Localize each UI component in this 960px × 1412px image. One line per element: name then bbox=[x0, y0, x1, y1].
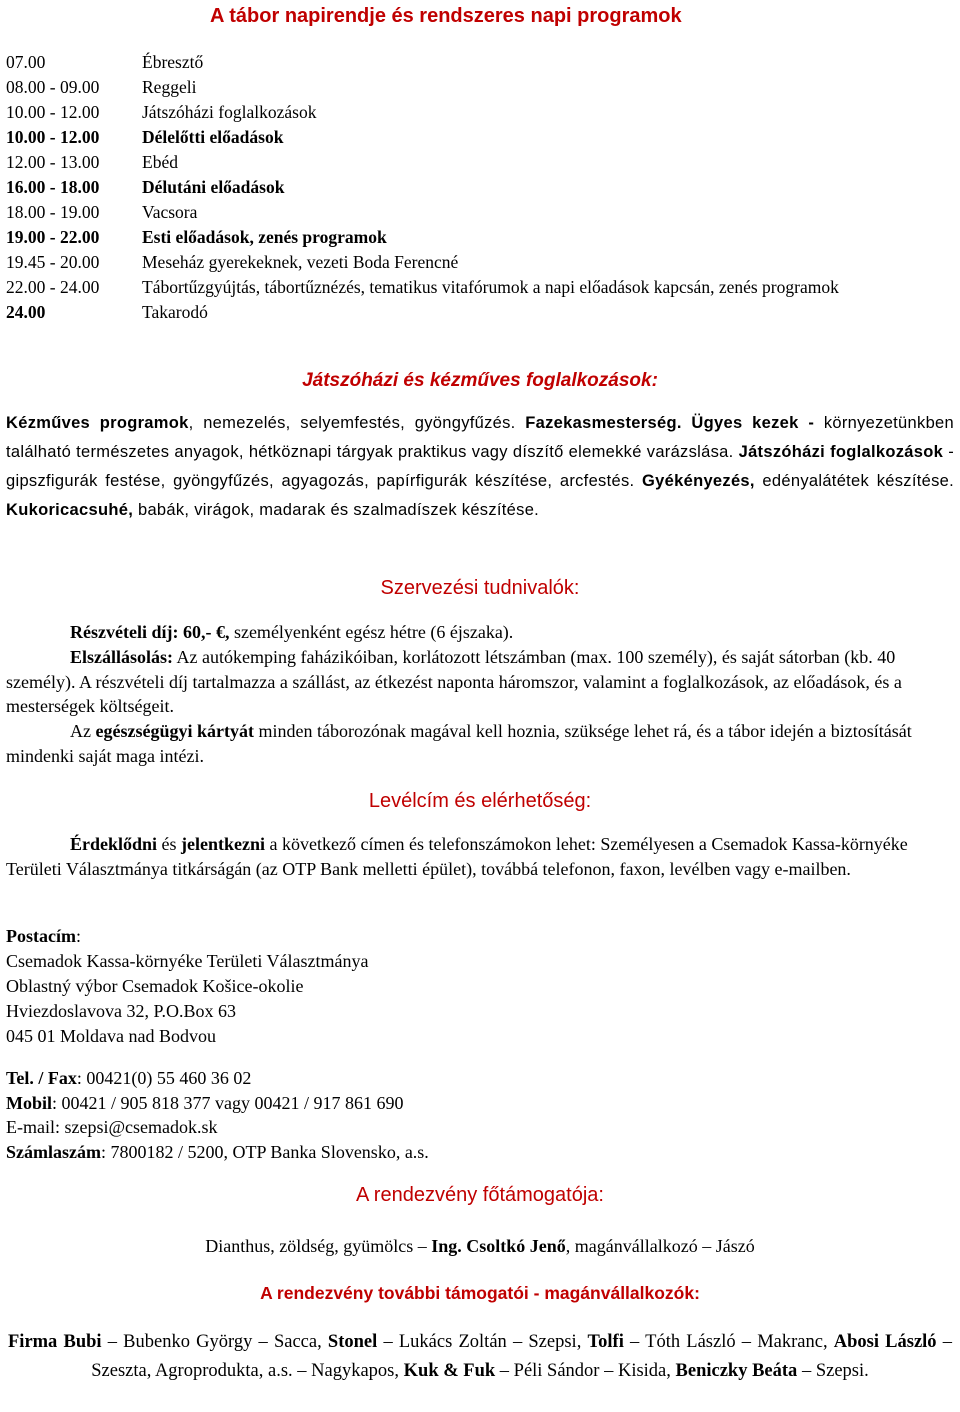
schedule-list bbox=[6, 50, 946, 325]
crafts-bold: Kukoricacsuhé, bbox=[6, 501, 134, 519]
fee-text: személyenként egész hétre (6 éjszaka). bbox=[229, 622, 514, 642]
contact-bold: jelentkezni bbox=[181, 834, 266, 854]
sponsor-name: Ing. Csoltkó Jenő bbox=[431, 1236, 566, 1256]
schedule-time: 24.00 bbox=[6, 302, 46, 322]
schedule-desc: Tábortűzgyújtás, tábortűznézés, tematikus vitafórumok a napi előadások kapcsán, zenés programok bbox=[142, 277, 839, 297]
address-line: Csemadok Kassa-környéke Területi Választmánya bbox=[6, 951, 369, 971]
sponsor-post: , magánvállalkozó – Jászó bbox=[565, 1236, 755, 1256]
contact-details bbox=[6, 1066, 806, 1164]
bank-line bbox=[6, 1140, 806, 1165]
sponsor-item-name: Firma Bubi bbox=[8, 1332, 102, 1352]
contact-text: és bbox=[157, 834, 182, 854]
schedule-row bbox=[6, 150, 946, 175]
address-line: 045 01 Moldava nad Bodvou bbox=[6, 1026, 216, 1046]
schedule-row bbox=[6, 125, 946, 150]
address-line: Oblastný výbor Csemadok Košice-okolie bbox=[6, 976, 304, 996]
schedule-time: 18.00 - 19.00 bbox=[6, 202, 100, 222]
bank-label: Számlaszám bbox=[6, 1141, 101, 1162]
schedule-desc: Meseház gyerekeknek, vezeti Boda Ferencné bbox=[142, 252, 459, 272]
schedule-row bbox=[6, 100, 946, 125]
schedule-desc: Vacsora bbox=[142, 202, 198, 222]
sponsor-item-name: Beniczky Beáta bbox=[675, 1360, 798, 1381]
ins-pre: Az bbox=[70, 721, 96, 741]
tel-value: : 00421(0) 55 460 36 02 bbox=[76, 1068, 252, 1088]
crafts-bold: Fazekasmesterség. bbox=[525, 414, 682, 432]
schedule-time: 12.00 - 13.00 bbox=[6, 152, 100, 172]
schedule-desc: Ebéd bbox=[142, 152, 178, 172]
schedule-desc: Játszóházi foglalkozások bbox=[142, 102, 317, 122]
sponsor-item-text: – Szepsi. bbox=[797, 1360, 869, 1381]
postal-address bbox=[6, 924, 606, 1049]
sponsor-item-text: – Bubenko György – Sacca, bbox=[101, 1332, 328, 1352]
org-insurance bbox=[6, 719, 954, 768]
schedule-row bbox=[6, 300, 946, 325]
sponsor-item-text: – Péli Sándor – Kisida, bbox=[495, 1360, 676, 1381]
schedule-desc: Délelőtti előadások bbox=[142, 127, 284, 147]
org-accommodation bbox=[6, 645, 954, 719]
schedule-row bbox=[6, 175, 946, 200]
crafts-bold: Játszóházi foglalkozások bbox=[738, 443, 944, 461]
sponsor-item-name: Kuk & Fuk bbox=[403, 1360, 496, 1381]
schedule-time: 19.45 - 20.00 bbox=[6, 252, 100, 272]
schedule-row bbox=[6, 50, 946, 75]
schedule-row bbox=[6, 225, 946, 250]
crafts-text: babák, virágok, madarak és szalmadíszek készítése. bbox=[133, 501, 540, 519]
sponsor-pre: Dianthus, zöldség, gyümölcs – bbox=[205, 1236, 432, 1256]
crafts-paragraph bbox=[6, 409, 954, 525]
contact-bold: Érdeklődni bbox=[70, 834, 158, 854]
fee-label: Részvételi díj: 60,- €, bbox=[70, 622, 230, 642]
schedule-time: 10.00 - 12.00 bbox=[6, 127, 100, 147]
schedule-row bbox=[6, 275, 946, 300]
bank-value: : 7800182 / 5200, OTP Banka Slovensko, a.s. bbox=[100, 1141, 429, 1162]
sponsor-heading: A rendezvény főtámogatója: bbox=[356, 1184, 604, 1206]
crafts-text: környezetünkben található természetes anyagok, hétköznapi tárgyak praktikus vagy díszítő elemekké varázslása. bbox=[6, 414, 954, 461]
crafts-text: edényalátétek készítése. bbox=[754, 472, 954, 490]
contact-paragraph bbox=[6, 832, 954, 881]
schedule-desc: Reggeli bbox=[142, 77, 197, 97]
schedule-time: 19.00 - 22.00 bbox=[6, 227, 100, 247]
crafts-bold: Kézműves programok bbox=[6, 414, 189, 432]
postal-label-line bbox=[6, 924, 606, 949]
schedule-desc: Délutáni előadások bbox=[142, 177, 285, 197]
schedule-time: 10.00 - 12.00 bbox=[6, 102, 100, 122]
org-fee bbox=[6, 620, 954, 645]
address-line: Hviezdoslavova 32, P.O.Box 63 bbox=[6, 1001, 236, 1021]
contact-text: a következő címen és telefonszámokon lehet: Személyesen a Csemadok Kassa-környéke Területi Választmánya titkárságán (az OTP Bank melletti épület), továbbá telefonon, faxon, levélben vagy e-mailben. bbox=[6, 834, 908, 879]
acc-text: Az autókemping faházikóiban, korlátozott létszámban (max. 100 személy), és saját sátorban (kb. 40 személy). A részvételi díj tartalmazza a szállást, az étkezést naponta háromszor, valamint a foglalkozások, az előadások, és a mesterségek költségeit. bbox=[6, 647, 902, 716]
mobil-line bbox=[6, 1091, 806, 1116]
schedule-desc: Ébresztő bbox=[142, 52, 204, 72]
ins-text: minden táborozónak magával kell hoznia, szüksége lehet rá, és a tábor idején a biztosítását mindenki saját maga intézi. bbox=[6, 721, 912, 766]
schedule-row bbox=[6, 75, 946, 100]
acc-label: Elszállásolás: bbox=[70, 647, 174, 667]
sponsor-item-name: Tolfi bbox=[587, 1332, 624, 1352]
sponsor-item-name: Stonel bbox=[327, 1332, 378, 1352]
sponsor-item-text: – Lukács Zoltán – Szepsi, bbox=[377, 1332, 588, 1352]
schedule-row bbox=[6, 250, 946, 275]
crafts-heading: Játszóházi és kézműves foglalkozások: bbox=[302, 370, 658, 391]
sponsor-item-name: Abosi László bbox=[833, 1332, 937, 1352]
tel-label: Tel. / Fax bbox=[6, 1068, 77, 1088]
sponsor-item-text: – Szeszta, Agroprodukta, a.s. – Nagykapos, bbox=[91, 1332, 952, 1381]
crafts-text: - gipszfigurák festése, gyöngyfűzés, agyagozás, papírfigurák készítése, arcfestés. bbox=[6, 443, 954, 490]
crafts-text: , nemezelés, selyemfestés, gyöngyfűzés. bbox=[188, 414, 526, 432]
email-line: E-mail: szepsi@csemadok.sk bbox=[6, 1117, 218, 1137]
main-sponsor-line bbox=[0, 1236, 960, 1257]
mobil-value: : 00421 / 905 818 377 vagy 00421 / 917 861 690 bbox=[52, 1092, 404, 1113]
schedule-desc: Takarodó bbox=[142, 302, 208, 322]
contact-heading: Levélcím és elérhetőség: bbox=[368, 790, 592, 812]
schedule-time: 16.00 - 18.00 bbox=[6, 177, 100, 197]
mobil-label: Mobil bbox=[6, 1092, 53, 1113]
crafts-bold: Ügyes kezek - bbox=[681, 414, 815, 432]
tel-line bbox=[6, 1066, 806, 1091]
schedule-time: 08.00 - 09.00 bbox=[6, 77, 100, 97]
page-title: A tábor napirendje és rendszeres napi programok bbox=[210, 5, 682, 27]
schedule-time: 22.00 - 24.00 bbox=[6, 277, 100, 297]
org-heading: Szervezési tudnivalók: bbox=[380, 577, 580, 599]
crafts-bold: Gyékényezés, bbox=[642, 472, 755, 490]
postal-label: Postacím bbox=[6, 926, 76, 946]
postal-colon: : bbox=[75, 926, 81, 946]
other-sponsors-heading: A rendezvény további támogatói - magánvállalkozók: bbox=[260, 1283, 700, 1303]
sponsor-list bbox=[8, 1328, 952, 1385]
schedule-desc: Esti előadások, zenés programok bbox=[142, 227, 387, 247]
schedule-row bbox=[6, 200, 946, 225]
ins-bold: egészségügyi kártyát bbox=[95, 721, 254, 741]
sponsor-item-text: – Tóth László – Makranc, bbox=[623, 1332, 834, 1352]
schedule-time: 07.00 bbox=[6, 52, 46, 72]
